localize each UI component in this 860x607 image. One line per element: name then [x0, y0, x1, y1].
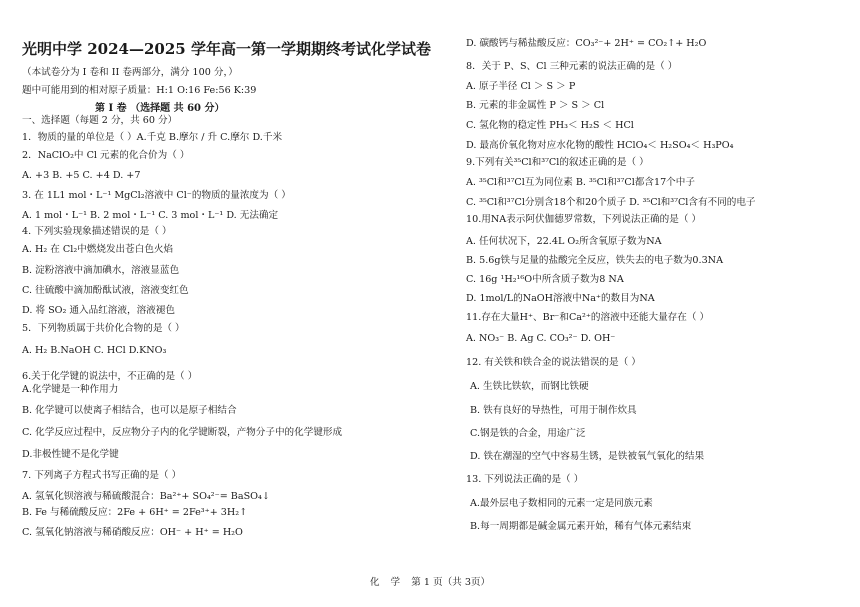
left-text-line: B. Fe 与稀硫酸反应：2Fe + 6H⁺ = 2Fe³⁺+ 3H₂↑	[22, 507, 248, 518]
right-text-line: 9.下列有关³⁵Cl和³⁷Cl的叙述正确的是（ ）	[466, 157, 649, 168]
left-text-line: 2．NaClO₂中 Cl 元素的化合价为（ ）	[22, 150, 190, 161]
right-text-line: C. 氢化物的稳定性 PH₃＜ H₂S ＜ HCl	[466, 120, 634, 131]
left-text-line: A. 氢氧化钡溶液与稀硫酸混合：Ba²⁺+ SO₄²⁻= BaSO₄↓	[22, 491, 270, 502]
right-text-line: B. 元素的非金属性 P ＞ S ＞ Cl	[466, 100, 605, 111]
left-text-line: A.化学键是一种作用力	[22, 384, 119, 395]
right-text-line: A. ³⁵Cl和³⁷Cl互为同位素 B. ³⁵Cl和³⁷Cl都含17个中子	[466, 177, 695, 188]
right-text-line: B. 铁有良好的导热性，可用于制作炊具	[470, 405, 637, 416]
right-text-line: 10.用NA表示阿伏伽德罗常数，下列说法正确的是（ ）	[466, 214, 702, 225]
right-text-line: D. 最高价氧化物对应水化物的酸性 HClO₄＜ H₂SO₄＜ H₃PO₄	[466, 140, 734, 151]
left-text-line: 题中可能用到的相对原子质量：H:1 O:16 Fe:56 K:39	[22, 85, 257, 96]
right-text-line: 13. 下列说法正确的是（ ）	[466, 474, 584, 485]
left-text-line: C. 氢氧化钠溶液与稀硝酸反应：OH⁻ + H⁺ = H₂O	[22, 527, 243, 538]
left-text-line: C. 化学反应过程中，反应物分子内的化学键断裂，产物分子中的化学键形成	[22, 427, 343, 438]
left-text-line: 6.关于化学键的说法中，不正确的是（ ）	[22, 371, 198, 382]
right-text-line: B. 5.6g铁与足量的盐酸完全反应，铁失去的电子数为0.3NA	[466, 255, 724, 266]
left-text-line: A. H₂ 在 Cl₂中燃烧发出苍白色火焰	[22, 244, 174, 255]
right-text-line: C. ³⁵Cl和³⁷Cl分别含18个和20个质子 D. ³⁵Cl和³⁷Cl含有不同的电子	[466, 197, 756, 208]
right-text-line: A. NO₃⁻ B. Ag C. CO₃²⁻ D. OH⁻	[466, 333, 616, 344]
footer-subject-2: 学	[390, 577, 401, 588]
right-text-line: B.每一周期都是碱金属元素开始，稀有气体元素结束	[470, 521, 692, 532]
right-text-line: 8．关于 P、S、Cl 三种元素的说法正确的是（ ）	[466, 61, 678, 72]
left-text-line: 4. 下列实验现象描述错误的是（ ）	[22, 226, 172, 237]
right-text-line: 12. 有关铁和铁合金的说法错误的是（ ）	[466, 357, 641, 368]
left-text-line: 7. 下列离子方程式书写正确的是（ ）	[22, 470, 182, 481]
page-footer	[0, 577, 860, 589]
left-text-line: 5．下列物质属于共价化合物的是（ ）	[22, 323, 185, 334]
left-text-line: A. H₂ B.NaOH C. HCl D.KNO₃	[22, 345, 167, 356]
right-text-line: C. 16g ¹H₂¹⁶O中所含质子数为8 NA	[466, 274, 624, 285]
right-text-line: D. 碳酸钙与稀盐酸反应：CO₃²⁻+ 2H⁺ = CO₂↑+ H₂O	[466, 38, 707, 49]
footer-subject-1: 化	[369, 577, 380, 588]
left-text-line: 1．物质的量的单位是（ ）A.千克 B.摩尔 / 升 C.摩尔 D.千米	[22, 132, 283, 143]
left-text-line: 第 I 卷 （选择题 共 60 分）	[95, 103, 225, 114]
right-text-line: A. 原子半径 Cl ＞ S ＞ P	[466, 81, 576, 92]
left-text-line: 3. 在 1L1 mol・L⁻¹ MgCl₂溶液中 Cl⁻的物质的量浓度为（ ）	[22, 190, 291, 201]
right-text-line: C.钢是铁的合金，用途广泛	[470, 428, 586, 439]
left-text-line: （本试卷分为 I 卷和 II 卷两部分，满分 100 分，）	[22, 67, 238, 78]
right-text-line: A. 生铁比铁软，而钢比铁硬	[470, 381, 589, 392]
left-text-line: D.非极性键不是化学键	[22, 449, 119, 460]
right-text-line: D. 1mol/L的NaOH溶液中Na⁺的数目为NA	[466, 293, 655, 304]
left-text-line: B. 淀粉溶液中滴加碘水，溶液显蓝色	[22, 265, 180, 276]
left-text-line: A. +3 B. +5 C. +4 D. +7	[22, 170, 141, 181]
right-text-line: D. 铁在潮湿的空气中容易生锈，是铁被氧气氧化的结果	[470, 451, 705, 462]
right-text-line: 11.存在大量H⁺、Br⁻和Ca²⁺的溶液中还能大量存在（ ）	[466, 312, 710, 323]
left-text-line: A. 1 mol・L⁻¹ B. 2 mol・L⁻¹ C. 3 mol・L⁻¹ D. 无法确定	[22, 210, 279, 221]
left-text-line: C. 往硫酸中滴加酚酞试液，溶液变红色	[22, 285, 189, 296]
left-text-line: B. 化学键可以使离子相结合，也可以是原子相结合	[22, 405, 237, 416]
left-text-line: 一、选择题（每题 2 分，共 60 分）	[22, 115, 178, 126]
footer-page-number: 第 1 页（共 3页）	[411, 577, 491, 588]
left-text-line: D. 将 SO₂ 通入品红溶液，溶液褪色	[22, 305, 175, 316]
right-text-line: A.最外层电子数相同的元素一定是同族元素	[470, 498, 653, 509]
left-text-line: 光明中学 2024—2025 学年高一第一学期期终考试化学试卷	[22, 40, 431, 58]
right-text-line: A. 任何状况下，22.4L O₂所含氧原子数为NA	[466, 236, 662, 247]
